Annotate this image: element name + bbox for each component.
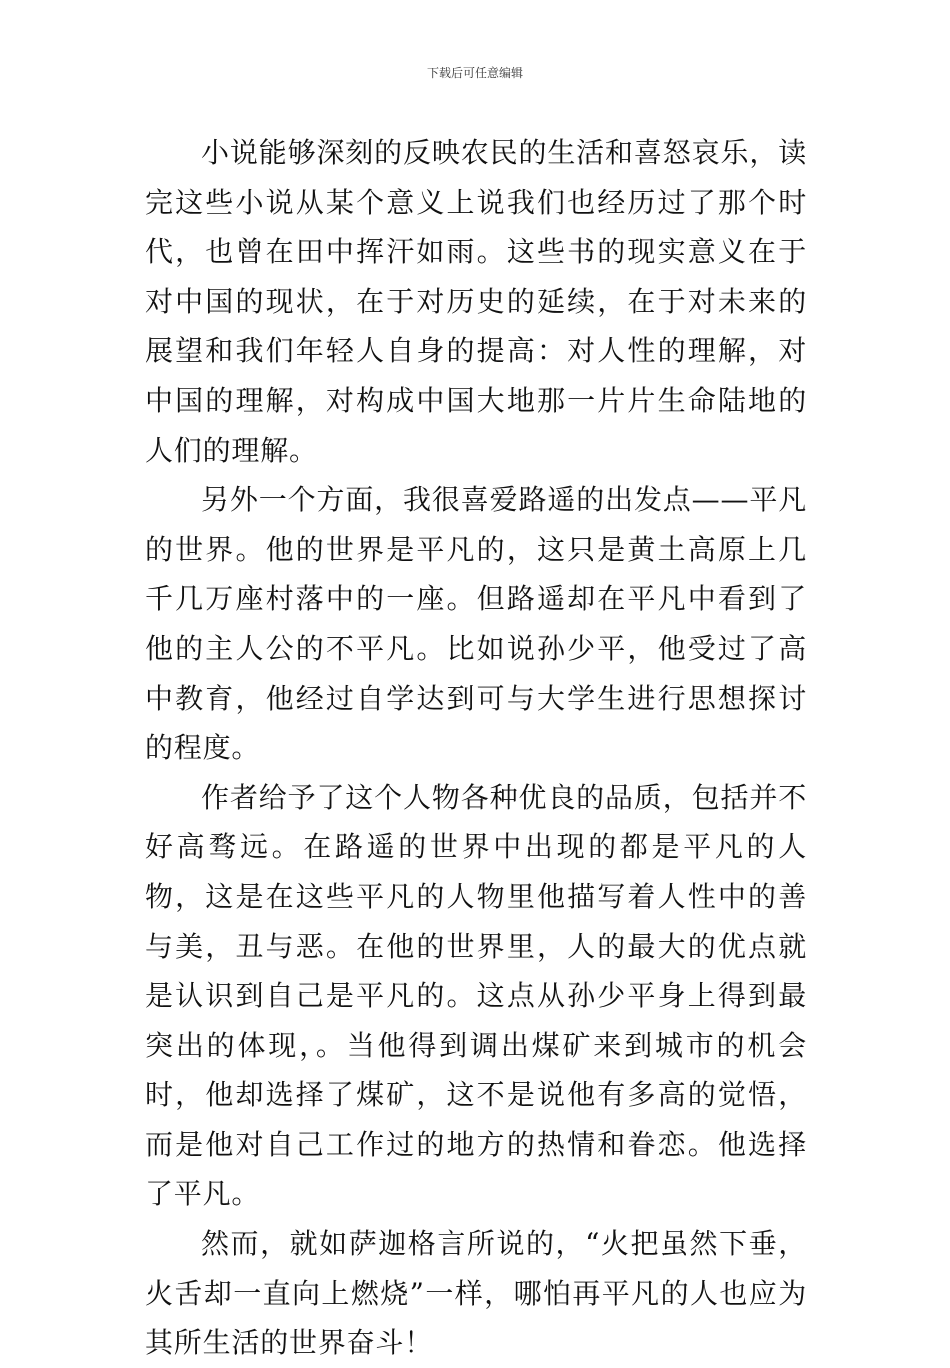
page-header: 下载后可任意编辑 <box>426 66 523 80</box>
paragraph-4: 然而，就如萨迦格言所说的，“火把虽然下垂，火舌却一直向上燃烧”一样，哪怕再平凡的人也应为其所生活的世界奋斗！ <box>145 1227 807 1360</box>
document-body <box>145 128 807 1368</box>
paragraph-1: 小说能够深刻的反映农民的生活和喜怒哀乐，读完这些小说从某个意义上说我们也经历过了那个时代，也曾在田中挥汗如雨。这些书的现实意义在于对中国的现状，在于对历史的延续，在于对未来的展望和我们年轻人自身的提高：对人性的理解，对中国的理解，对构成中国大地那一片片生命陆地的人们的理解。 <box>145 136 807 467</box>
paragraph-2: 另外一个方面，我很喜爱路遥的出发点——平凡的世界。他的世界是平凡的，这只是黄土高原上几千几万座村落中的一座。但路遥却在平凡中看到了他的主人公的不平凡。比如说孙少平，他受过了高中教育，他经过自学达到可与大学生进行思想探讨的程度。 <box>145 483 807 765</box>
paragraph-3: 作者给予了这个人物各种优良的品质，包括并不好高骛远。在路遥的世界中出现的都是平凡的人物，这是在这些平凡的人物里他描写着人性中的善与美，丑与恶。在他的世界里，人的最大的优点就是认识到自己是平凡的。这点从孙少平身上得到最突出的体现，。当他得到调出煤矿来到城市的机会时，他却选择了煤矿，这不是说他有多高的觉悟，而是他对自己工作过的地方的热情和眷恋。他选择了平凡。 <box>145 780 807 1211</box>
